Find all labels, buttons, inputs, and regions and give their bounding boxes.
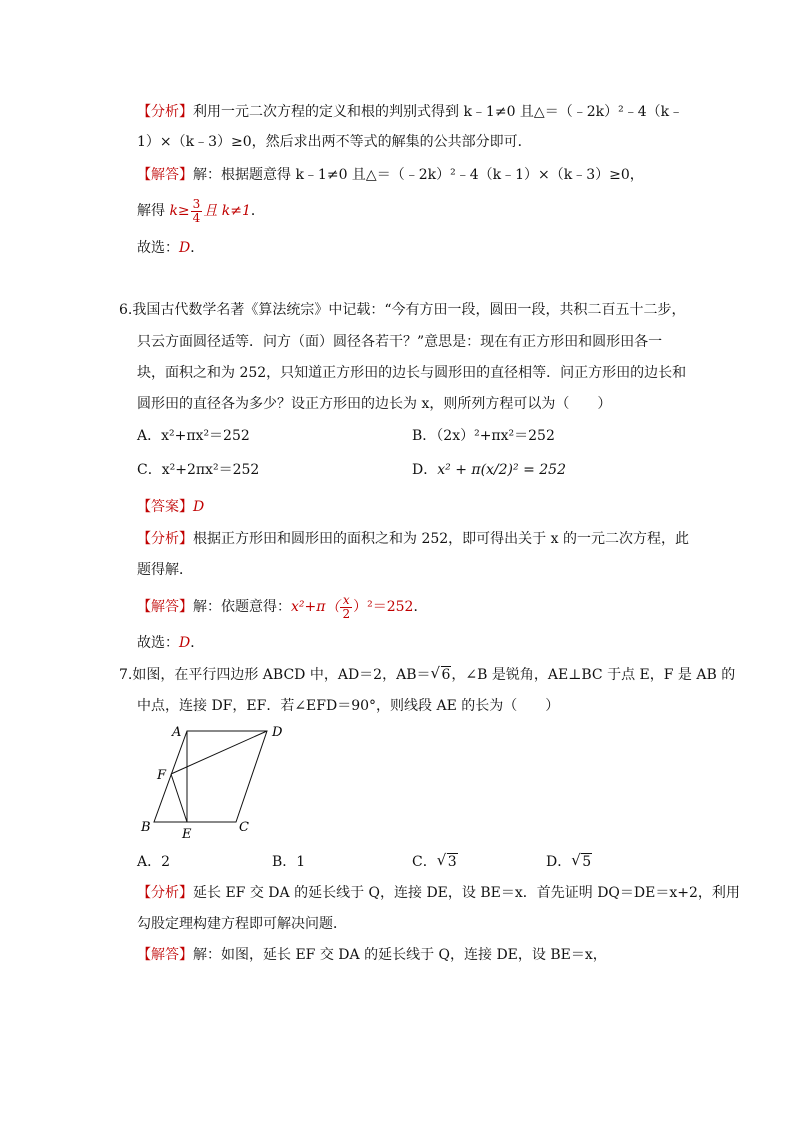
q6-choose-period: ． [190,635,205,651]
q6-analysis-text-2: 题得解． [137,562,193,578]
q6-analysis-line-1 [137,529,689,549]
q7-solution-line-1 [137,945,607,965]
figure-label-b: B [141,820,151,835]
sqrt-radicand: 5 [582,854,592,870]
sqrt-radicand: 3 [447,854,457,870]
q5-choose-period: ． [190,240,205,256]
q6-solution-expr-a: x²+π（ [291,599,340,615]
q7-option-d-label: D． [546,854,572,870]
sqrt-radicand: 6 [441,667,451,683]
q5-analysis-text-2: 1）×（k﹣3）≥0，然后求出两不等式的解集的公共部分即可． [137,134,532,150]
q7-option-b[interactable] [272,852,305,872]
figure-label-a: A [172,725,182,740]
q6-choose-prefix: 故选： [137,635,179,651]
segment-fe [171,774,187,822]
q7-solution-text-1: 解：如图，延长 EF 交 DA 的延长线于 Q，连接 DE，设 BE＝x， [193,947,607,963]
q5-answer-inequality: k≥ [169,203,190,219]
q5-answer-condition: 且 k≠1 [203,203,251,219]
q7-stem-text-1a: 7.如图，在平行四边形 ABCD 中，AD＝2，AB＝ [119,667,431,683]
q6-choose-line [137,633,204,653]
q5-choose-line [137,238,204,258]
q7-option-c-label: C． [412,854,437,870]
analysis-tag: 【分析】 [137,531,193,547]
figure-label-f: F [157,768,167,783]
q5-answer-text-1: 解：根据题意得 k﹣1≠0 且△＝（﹣2k）²﹣4（k﹣1）×（k﹣3）≥0， [193,167,644,183]
q6-option-d[interactable] [412,460,566,480]
q7-stem-line-1 [119,665,735,685]
figure-label-e: E [182,827,192,842]
q7-analysis-line-1 [137,883,740,903]
q7-sqrt-6 [431,665,452,685]
q6-solution-fraction [340,594,352,621]
q6-analysis-text-1: 根据正方形田和圆形田的面积之和为 252，即可得出关于 x 的一元二次方程，此 [193,531,689,547]
q5-analysis-line-1 [137,102,683,122]
figure-lines [154,731,267,822]
q6-stem-line-4 [137,394,611,414]
q6-stem-line-3 [137,363,686,383]
q6-answer-value: D [193,499,205,515]
q7-stem-line-2 [137,696,559,716]
q7-option-d-sqrt [571,852,592,872]
q6-option-b-text: B．（2x）²+πx²＝252 [412,428,555,444]
fraction-denominator: 4 [192,210,201,225]
q6-option-a[interactable] [137,426,250,446]
fraction-numerator: 3 [192,196,201,211]
q6-option-d-formula: x² + π(x/2)² = 252 [437,462,566,478]
figure-label-c: C [239,820,249,835]
analysis-tag: 【分析】 [137,885,193,901]
q5-analysis-line-2 [137,132,532,152]
q5-choose-prefix: 故选： [137,240,179,256]
answer-tag: 【答案】 [137,499,193,515]
q6-option-d-label: D． [412,462,438,478]
fraction-numerator: x [340,594,352,608]
q7-option-a[interactable] [137,852,170,872]
q6-stem-text-1: 6.我国古代数学名著《算法统宗》中记载：“今有方田一段，圆田一段，共积二百五十二步， [119,302,686,318]
parallelogram-abcd [154,731,267,822]
q6-solution-period: ． [413,599,428,615]
q6-solution-prefix: 解：依题意得： [193,599,291,615]
q6-analysis-line-2 [137,560,193,580]
q5-answer-line-1 [137,165,644,185]
q7-option-c[interactable] [412,852,458,872]
q6-choose-value: D [179,635,191,651]
q7-analysis-line-2 [137,914,347,934]
q5-analysis-text-1: 利用一元二次方程的定义和根的判别式得到 k﹣1≠0 且△＝（﹣2k）²﹣4（k﹣ [193,104,684,120]
q6-stem-text-4: 圆形田的直径各为多少？设正方形田的边长为 x，则所列方程可以为（ ） [137,396,612,412]
q7-option-d[interactable] [546,852,592,872]
q5-answer-period: ． [250,203,265,219]
q6-stem-line-2 [137,332,662,352]
segment-fd [171,731,267,774]
q6-answer-line [137,497,204,517]
q7-option-a-text: A．2 [137,854,171,870]
q7-stem-text-2: 中点，连接 DF，EF．若∠EFD＝90°，则线段 AE 的长为（ ） [137,698,560,714]
figure-label-d: D [272,725,283,740]
q7-option-b-text: B．1 [272,854,306,870]
answer-tag: 【解答】 [137,167,193,183]
q6-option-b[interactable] [412,426,555,446]
analysis-tag: 【分析】 [137,104,193,120]
q6-option-c[interactable] [137,460,259,480]
q7-analysis-text-1: 延长 EF 交 DA 的延长线于 Q，连接 DE，设 BE＝x．首先证明 DQ＝DE＝x+2，利用 [193,885,740,901]
q5-answer-solve-prefix: 解得 [137,203,170,219]
q6-solution-line [137,592,427,622]
q6-solution-expr-b: ）²＝252 [353,599,414,615]
q5-answer-fraction [191,198,203,225]
q5-choose-value: D [179,240,191,256]
q6-stem-text-3: 块，面积之和为 252，只知道正方形田的边长与圆形田的直径相等．问正方形田的边长和 [137,365,687,381]
q6-option-a-text: A．x²+πx²＝252 [137,428,250,444]
solution-tag: 【解答】 [137,599,193,615]
q5-answer-line-2 [137,196,265,226]
q7-stem-text-1b: ，∠B 是锐角，AE⊥BC 于点 E，F 是 AB 的 [451,667,736,683]
q6-stem-text-2: 只云方面圆径适等．问方（面）圆径各若干？”意思是：现在有正方形田和圆形田各一 [137,334,663,350]
q7-analysis-text-2: 勾股定理构建方程即可解决问题． [137,916,347,932]
q7-option-c-sqrt [437,852,458,872]
q6-stem-line-1 [119,300,686,320]
q6-option-c-text: C．x²+2πx²＝252 [137,462,260,478]
solution-tag: 【解答】 [137,947,193,963]
fraction-denominator: 2 [342,606,351,621]
